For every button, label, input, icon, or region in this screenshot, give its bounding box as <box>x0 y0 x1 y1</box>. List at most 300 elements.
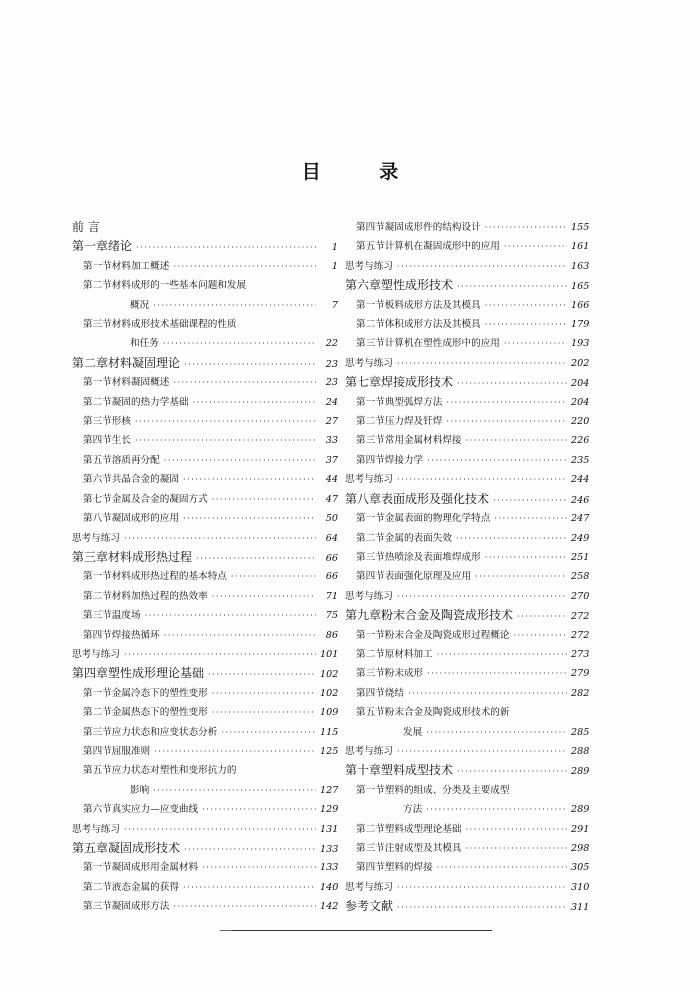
toc-entry-label: 第四章 <box>72 666 109 681</box>
toc-entry-title: 金属及合金的凝固方式 <box>111 493 208 505</box>
toc-entry-section <box>345 237 589 256</box>
toc-entry-section <box>72 723 338 742</box>
toc-entry-chapter <box>72 237 338 256</box>
toc-leader-dots <box>397 587 567 606</box>
toc-page-number: 27 <box>325 416 338 428</box>
toc-page-number: 155 <box>571 222 590 233</box>
toc-entry-label: 思考与练习 <box>345 590 393 602</box>
toc-entry-label: 第一节 <box>356 513 385 525</box>
toc-leader-dots <box>153 296 316 315</box>
toc-entry-label: 第一节 <box>83 687 112 699</box>
toc-leader-dots <box>397 470 567 489</box>
toc-entry-section <box>345 684 589 703</box>
toc-entry-title: 材料加工概述 <box>111 260 170 272</box>
toc-page-number: 22 <box>325 338 338 350</box>
toc-leader-dots <box>202 800 316 819</box>
toc-entry-section <box>72 606 338 625</box>
toc-entry-label: 第六节 <box>83 804 112 816</box>
toc-leader-dots <box>397 878 567 897</box>
toc-entry-label: 第一节 <box>83 862 112 874</box>
toc-leader-dots <box>221 723 316 742</box>
toc-page-number: 310 <box>571 881 590 893</box>
toc-entry-title: 应力状态对塑性和变形抗力的 <box>111 765 237 777</box>
toc-entry-label: 第一节 <box>356 396 385 408</box>
toc-entry-title: 金属冷态下的塑性变形 <box>111 687 208 699</box>
toc-page-number: 142 <box>320 901 339 913</box>
toc-entry-label: 第一节 <box>356 784 385 796</box>
toc-entry-label: 第二节 <box>356 648 385 660</box>
toc-entry-title: 原材料加工 <box>384 648 433 660</box>
scan-artifact-line <box>232 930 492 931</box>
toc-entry-label: 第三节 <box>356 668 385 680</box>
toc-entry-title: 材料凝固理论 <box>108 355 181 370</box>
toc-entry-label: 第七节 <box>83 493 112 505</box>
toc-entry-label: 第六节 <box>83 474 112 486</box>
toc-page-number: 127 <box>320 784 339 796</box>
toc-entry-section <box>72 373 338 392</box>
toc-page-number: 37 <box>325 454 338 466</box>
toc-leader-dots <box>397 257 567 276</box>
toc-entry-label: 第一章 <box>72 239 109 254</box>
toc-entry-title: 共晶合金的凝固 <box>111 474 179 486</box>
toc-leader-dots <box>485 315 567 334</box>
toc-entry-label: 第一节 <box>356 299 385 311</box>
toc-entry-label: 第一节 <box>83 571 112 583</box>
toc-entry-exercise <box>72 645 338 664</box>
toc-entry-label: 第五节 <box>356 707 385 719</box>
toc-entry-label: 第二节 <box>356 416 385 428</box>
toc-entry-title: 凝固的热力学基础 <box>111 396 189 408</box>
toc-page-number: 109 <box>320 707 339 719</box>
toc-entry-title: 塑料的焊接 <box>384 862 433 874</box>
toc-entry-chapter <box>72 548 338 567</box>
toc-page-number: 102 <box>320 669 339 681</box>
toc-entry-title: 塑料成型理论基础 <box>384 823 462 835</box>
toc-entry-cont <box>345 723 589 742</box>
toc-page-number: 270 <box>571 590 590 602</box>
toc-leader-dots <box>212 490 316 509</box>
toc-entry-label: 第一节 <box>356 629 385 641</box>
toc-entry-label: 第一节 <box>83 377 112 389</box>
toc-page-number: 244 <box>571 474 590 486</box>
toc-entry-title: 溶质再分配 <box>111 454 160 466</box>
toc-entry-title: 粉末合金及陶瓷成形技术的新 <box>384 707 510 719</box>
toc-leader-dots <box>397 898 567 917</box>
toc-entry-label: 第六章 <box>345 278 382 293</box>
toc-entry-title: 塑性成形理论基础 <box>108 666 205 681</box>
toc-leader-dots <box>457 277 567 296</box>
toc-leader-dots <box>212 587 316 606</box>
toc-page-number: 75 <box>325 610 338 622</box>
toc-entry-section <box>72 315 338 334</box>
toc-entry-title: 概况 <box>130 299 150 311</box>
toc-leader-dots <box>231 567 316 586</box>
toc-entry-section <box>72 587 338 606</box>
toc-entry-section <box>345 626 589 645</box>
toc-page-number: 125 <box>320 745 339 757</box>
toc-entry-label: 第四节 <box>83 629 112 641</box>
toc-leader-dots <box>446 412 567 431</box>
toc-page-number: 279 <box>571 668 590 680</box>
toc-leader-dots <box>504 334 567 353</box>
toc-leader-dots <box>485 548 567 567</box>
toc-entry-section <box>345 664 589 683</box>
toc-entry-label: 思考与练习 <box>345 881 393 893</box>
toc-entry-label: 第五节 <box>83 765 112 777</box>
toc-entry-title: 形核 <box>111 416 131 428</box>
toc-entry-exercise <box>72 529 338 548</box>
toc-entry-cont <box>72 296 338 315</box>
toc-entry-chapter <box>72 354 338 373</box>
toc-page-number: 258 <box>571 571 590 583</box>
toc-page-number: 1 <box>331 260 338 272</box>
toc-entry-label: 第四节 <box>356 222 385 233</box>
toc-entry-title: 热喷涂及表面堆焊成形 <box>384 551 481 563</box>
toc-leader-dots <box>457 762 567 781</box>
toc-entry-label: 前 言 <box>72 220 100 234</box>
toc-entry-section <box>72 509 338 528</box>
toc-entry-label: 第三节 <box>83 726 112 738</box>
toc-entry-label: 思考与练习 <box>345 474 393 486</box>
toc-page-number: 133 <box>320 844 339 855</box>
toc-page-number: 246 <box>571 494 590 506</box>
toc-entry-title: 表面强化原理及应用 <box>384 571 472 583</box>
toc-entry-title: 粉末合金及陶瓷成形过程概论 <box>384 629 510 641</box>
toc-entry-label: 参考文献 <box>345 899 394 914</box>
toc-entry-cont <box>72 781 338 800</box>
toc-entry-section <box>72 490 338 509</box>
toc-entry-title: 典型弧焊方法 <box>384 396 443 408</box>
toc-entry-label: 第四节 <box>356 862 385 874</box>
toc-leader-dots <box>202 858 316 877</box>
toc-column-left <box>72 218 338 917</box>
toc-entry-title: 液态金属的获得 <box>111 881 179 893</box>
toc-page-number: 298 <box>571 843 590 854</box>
toc-entry-title: 生长 <box>111 435 131 447</box>
toc-entry-label: 第二节 <box>83 280 112 292</box>
toc-entry-title: 材料成形热过程的基本特点 <box>111 571 227 583</box>
toc-page-number: 249 <box>571 532 590 544</box>
toc-leader-dots <box>517 607 567 626</box>
toc-entry-section <box>345 296 589 315</box>
toc-leader-dots <box>397 742 567 761</box>
toc-leader-dots <box>136 238 316 257</box>
toc-entry-section <box>345 781 589 800</box>
toc-entry-section <box>345 645 589 664</box>
toc-entry-label: 第三节 <box>356 435 385 447</box>
toc-entry-exercise <box>72 820 338 839</box>
toc-entry-exercise <box>345 257 589 276</box>
toc-leader-dots <box>426 800 567 819</box>
toc-entry-title: 凝固成形的应用 <box>111 513 179 525</box>
toc-page-number: 220 <box>571 416 590 428</box>
toc-entry-title: 计算机在塑性成形中的应用 <box>384 338 500 350</box>
toc-entry-label: 第二节 <box>83 707 112 719</box>
toc-entry-label: 第八节 <box>83 513 112 525</box>
toc-entry-section <box>345 451 589 470</box>
toc-page-number: 282 <box>571 687 590 699</box>
toc-entry-section <box>345 334 589 353</box>
toc-page-number: 102 <box>320 687 339 699</box>
toc-entry-section <box>72 412 338 431</box>
toc-entry-section <box>345 548 589 567</box>
toc-page-number: 161 <box>571 241 590 253</box>
toc-entry-label: 第四节 <box>83 745 112 757</box>
toc-entry-label: 第一节 <box>83 260 112 272</box>
toc-page-number: 1 <box>331 242 338 254</box>
toc-entry-section <box>72 451 338 470</box>
toc-entry-section <box>345 858 589 877</box>
toc-column-right <box>345 218 589 917</box>
toc-page-number: 251 <box>571 551 590 563</box>
toc-leader-dots <box>457 374 567 393</box>
toc-page-number: 7 <box>331 299 338 311</box>
toc-leader-dots <box>427 664 567 683</box>
toc-entry-title: 屈服准则 <box>111 745 151 757</box>
toc-page-number: 23 <box>325 377 338 389</box>
toc-page-number: 179 <box>571 319 590 331</box>
toc-leader-dots <box>124 645 316 664</box>
toc-leader-dots <box>426 723 567 742</box>
toc-entry-title: 金属热态下的塑性变形 <box>111 707 208 719</box>
toc-leader-dots <box>184 355 316 374</box>
toc-page-number: 193 <box>571 338 590 350</box>
toc-leader-dots <box>173 257 316 276</box>
toc-entry-section <box>345 509 589 528</box>
toc-page-number: 289 <box>571 804 590 816</box>
toc-leader-dots <box>514 626 568 645</box>
toc-page-number: 101 <box>320 648 339 660</box>
toc-entry-title: 体积成形方法及其模具 <box>384 319 481 331</box>
toc-entry-label: 第八章 <box>345 491 382 506</box>
toc-entry-exercise <box>345 587 589 606</box>
toc-entry-label: 第三节 <box>83 901 112 913</box>
toc-entry-title: 金属的表面失效 <box>384 532 452 544</box>
toc-page-number: 86 <box>325 629 338 641</box>
toc-page-number: 226 <box>571 435 590 447</box>
toc-entry-section <box>345 412 589 431</box>
toc-entry-label: 第四节 <box>83 435 112 447</box>
toc-entry-label: 思考与练习 <box>72 648 120 660</box>
toc-entry-label: 思考与练习 <box>72 532 120 544</box>
toc-page-number: 305 <box>571 862 590 874</box>
toc-entry-title: 和任务 <box>130 338 159 350</box>
toc-leader-dots <box>183 878 316 897</box>
toc-leader-dots <box>196 549 316 568</box>
toc-entry-title: 影响 <box>130 784 150 796</box>
toc-entry-label: 第五章 <box>72 841 109 855</box>
toc-page-number: 115 <box>320 726 339 738</box>
page-title: 目 录 <box>301 161 425 183</box>
toc-entry-title: 粉末合金及陶瓷成形技术 <box>381 608 514 623</box>
toc-page-number: 47 <box>325 493 338 505</box>
toc-entry-title: 板料成形方法及其模具 <box>384 299 481 311</box>
toc-leader-dots <box>475 567 567 586</box>
toc-page-number: 24 <box>325 396 338 408</box>
toc-leader-dots <box>173 897 316 916</box>
toc-entry-label: 第四节 <box>356 687 385 699</box>
toc-leader-dots <box>437 858 567 877</box>
toc-entry-title: 计算机在凝固成形中的应用 <box>384 241 500 253</box>
toc-entry-section <box>72 393 338 412</box>
toc-entry-chapter <box>72 664 338 683</box>
toc-entry-label: 第二节 <box>83 590 112 602</box>
toc-page-number: 291 <box>571 823 590 835</box>
toc-entry-label: 第二节 <box>83 881 112 893</box>
toc-entry-section <box>72 431 338 450</box>
toc-page-number: 66 <box>325 552 338 564</box>
toc-leader-dots <box>456 529 567 548</box>
toc-entry-label: 第五节 <box>83 454 112 466</box>
toc-entry-chapter <box>345 897 589 916</box>
toc-page-number: 166 <box>571 299 590 311</box>
toc-entry-section <box>72 626 338 645</box>
toc-entry-title: 材料成形技术基础课程的性质 <box>111 319 237 331</box>
toc-entry-label: 第三节 <box>83 610 112 622</box>
toc-page-number: 129 <box>320 804 339 816</box>
toc-entry-label: 第三节 <box>356 843 385 854</box>
toc-entry-title: 压力焊及钎焊 <box>384 416 443 428</box>
toc-page-number: 311 <box>571 902 590 914</box>
toc-entry-chapter <box>345 606 589 625</box>
toc-leader-dots <box>212 684 316 703</box>
toc-entry-label: 第二章 <box>72 355 109 370</box>
toc-leader-dots <box>485 218 567 237</box>
toc-entry-section <box>345 431 589 450</box>
toc-leader-dots <box>124 820 316 839</box>
toc-entry-title: 应力状态和应变状态分析 <box>111 726 218 738</box>
toc-leader-dots <box>494 509 567 528</box>
toc-leader-dots <box>466 431 567 450</box>
toc-entry-chapter <box>345 490 589 509</box>
toc-entry-title: 塑料的组成、分类及主要成型 <box>384 784 510 796</box>
toc-page-number: 44 <box>325 474 338 486</box>
toc-leader-dots <box>208 665 316 684</box>
toc-entry-section <box>72 257 338 276</box>
toc-entry-label: 第三节 <box>356 551 385 563</box>
toc-leader-dots <box>466 839 567 858</box>
toc-leader-dots <box>183 470 316 489</box>
toc-entry-section <box>72 276 338 295</box>
toc-page-number: 288 <box>571 745 590 757</box>
toc-page-number: 64 <box>325 532 338 544</box>
toc-entry-label: 第三节 <box>83 319 112 331</box>
toc-entry-label: 思考与练习 <box>345 260 393 272</box>
toc-page-number: 165 <box>571 281 590 293</box>
toc-leader-dots <box>164 451 316 470</box>
toc-entry-section <box>345 703 589 722</box>
toc-entry-label: 思考与练习 <box>345 745 393 757</box>
toc-page-number: 163 <box>571 260 590 272</box>
toc-page-number: 273 <box>571 648 590 660</box>
toc-entry-title: 烧结 <box>384 687 404 699</box>
toc-leader-dots <box>504 237 567 256</box>
toc-leader-dots <box>408 684 567 703</box>
toc-entry-title: 温度场 <box>111 610 141 622</box>
toc-page-number: 202 <box>571 357 590 369</box>
toc-entry-title: 表面成形及强化技术 <box>381 491 490 506</box>
toc-entry-title: 材料加热过程的热效率 <box>111 590 208 602</box>
toc-page-number: 235 <box>571 454 590 466</box>
toc-entry-title: 金属表面的物理化学特点 <box>384 513 491 525</box>
toc-page-number: 204 <box>571 378 590 390</box>
toc-leader-dots <box>145 606 316 625</box>
toc-entry-section <box>72 470 338 489</box>
toc-page-number: 285 <box>571 726 590 738</box>
toc-leader-dots <box>124 529 316 548</box>
toc-entry-title: 方法 <box>403 804 423 816</box>
toc-entry-title: 材料凝固概述 <box>111 377 170 389</box>
toc-page-number: 289 <box>571 766 590 778</box>
toc-entry-label: 思考与练习 <box>72 823 120 835</box>
toc-leader-dots <box>466 820 567 839</box>
toc-entry-exercise <box>345 470 589 489</box>
toc-entry-label: 第四节 <box>356 571 385 583</box>
toc-entry-section <box>72 800 338 819</box>
toc-leader-dots <box>427 451 567 470</box>
toc-entry-chapter <box>345 373 589 392</box>
toc-page-number: 247 <box>571 513 590 525</box>
toc-entry-title: 发展 <box>403 726 423 738</box>
toc-entry-title: 焊接热循环 <box>111 629 160 641</box>
toc-entry-cont <box>345 800 589 819</box>
toc-entry-section <box>72 703 338 722</box>
toc-entry-title: 绪论 <box>108 239 133 254</box>
toc-entry-section <box>72 742 338 761</box>
toc-entry-chapter <box>72 218 338 237</box>
toc-leader-dots <box>135 431 316 450</box>
toc-leader-dots <box>164 626 316 645</box>
toc-leader-dots <box>493 491 567 510</box>
toc-leader-dots <box>163 334 316 353</box>
toc-entry-section <box>72 761 338 780</box>
toc-entry-title: 凝固成形技术 <box>108 841 181 855</box>
toc-leader-dots <box>135 412 316 431</box>
toc-entry-section <box>345 839 589 858</box>
toc-entry-label: 第九章 <box>345 608 382 623</box>
toc-page-number: 131 <box>320 823 339 835</box>
toc-entry-label: 第三节 <box>356 338 385 350</box>
toc-entry-section <box>345 529 589 548</box>
toc-entry-title: 凝固成形用金属材料 <box>111 862 199 874</box>
toc-entry-exercise <box>345 742 589 761</box>
toc-entry-section <box>345 393 589 412</box>
toc-entry-title: 粉末成形 <box>384 668 424 680</box>
toc-entry-section <box>345 567 589 586</box>
toc-entry-section <box>72 878 338 897</box>
toc-page-number: 50 <box>325 513 338 525</box>
toc-leader-dots <box>154 742 316 761</box>
toc-entry-label: 第二节 <box>83 396 112 408</box>
toc-page-number: 140 <box>320 881 339 893</box>
toc-leader-dots <box>212 703 316 722</box>
toc-entry-label: 思考与练习 <box>345 357 393 369</box>
toc-page-number: 204 <box>571 396 590 408</box>
toc-entry-title: 凝固成形件的结构设计 <box>384 222 481 233</box>
toc-leader-dots <box>153 781 316 800</box>
toc-leader-dots <box>446 393 567 412</box>
toc-entry-label: 第二节 <box>356 532 385 544</box>
toc-page-number: 23 <box>325 358 338 370</box>
toc-leader-dots <box>184 840 316 859</box>
toc-entry-section <box>72 897 338 916</box>
toc-entry-label: 第三章 <box>72 549 109 564</box>
toc-page-number: 272 <box>571 611 590 623</box>
toc-entry-title: 常用金属材料焊接 <box>384 435 462 447</box>
toc-entry-section <box>72 858 338 877</box>
toc-entry-title: 注射成型及其模具 <box>384 843 462 854</box>
toc-entry-label: 第七章 <box>345 375 382 390</box>
